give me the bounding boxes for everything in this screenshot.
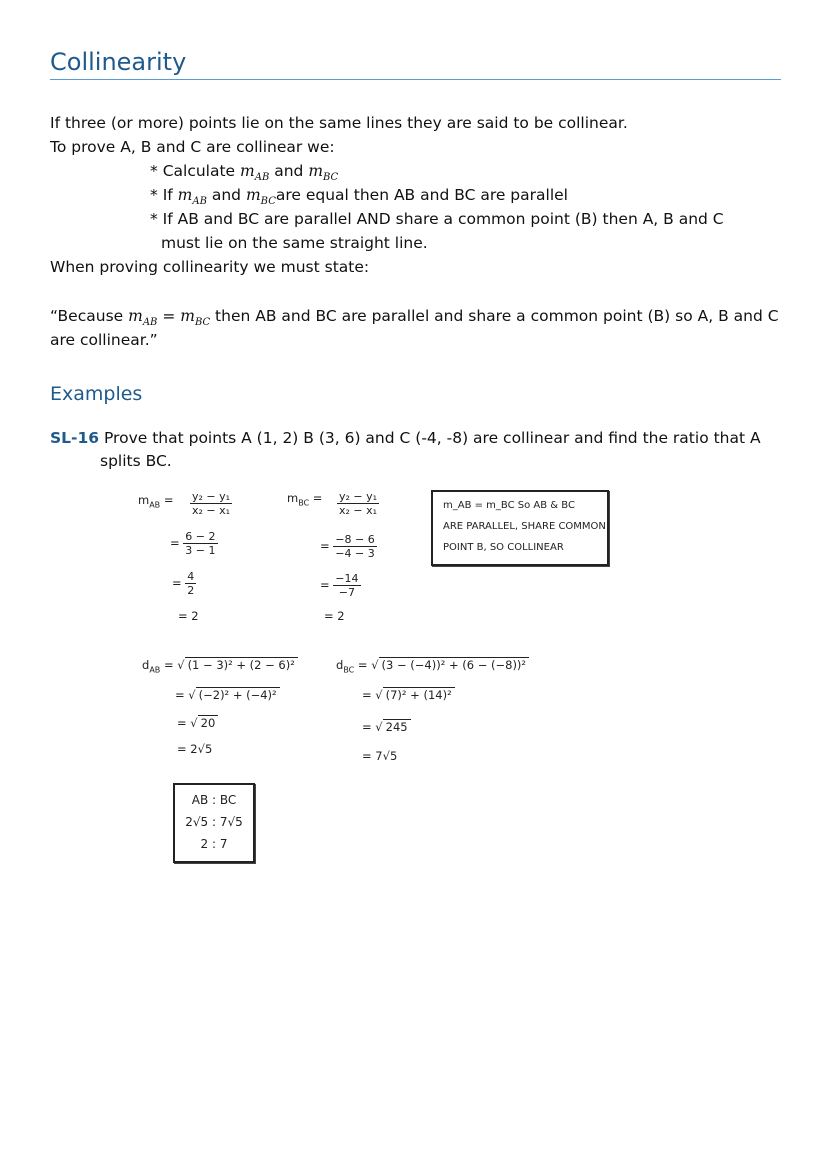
mbc-label: $m_{BC}$ = <box>287 491 323 508</box>
question-line-2: splits BC. <box>100 452 172 470</box>
bullet-text: and <box>206 186 246 204</box>
dbc-step-2: = √ (7)² + (14)² <box>362 688 455 702</box>
examples-heading: Examples <box>50 383 143 405</box>
math-m: $m_{AB}$ <box>240 162 270 184</box>
quote-line-1: “Because $m_{AB} = m_{BC}$ then AB and BC are parallel and share a common point (B) so A, B and C <box>50 307 779 329</box>
question-code: SL-16 <box>50 429 100 447</box>
dbc-label: $d_{BC}$ = √ (3 − (−4))² + (6 − (−8))² <box>336 658 529 674</box>
mbc-result: = 2 <box>324 609 345 623</box>
ratio-line: 2√5 : 7√5 <box>185 815 243 829</box>
mbc-step-2: = $\frac{-8 - 6}{-4 - 3}$ <box>320 533 375 560</box>
intro-line-3: When proving collinearity we must state: <box>50 258 370 276</box>
bullet-text: and <box>269 162 309 180</box>
intro-line-1: If three (or more) points lie on the same lines they are said to be collinear. <box>50 114 628 132</box>
conclusion-line: POINT B, SO COLLINEAR <box>443 542 564 553</box>
bullet-1 <box>150 162 338 183</box>
bullet-3-line-2: must lie on the same straight line. <box>161 234 428 252</box>
bullet-3-line-1: * If AB and BC are parallel AND share a common point (B) then A, B and C <box>150 210 724 228</box>
conclusion-line: m_AB = m_BC So AB & BC <box>443 500 575 511</box>
mab-step-3: = $\frac{4}{2}$ <box>172 570 195 597</box>
ratio-line: AB : BC <box>191 793 237 807</box>
mbc-step-1: $\frac{\text{y₂ − y₁}}{\text{x₂ − x₁}}$ <box>339 490 378 517</box>
mab-step-1: $\frac{\text{y₂ − y₁}}{\text{x₂ − x₁}}$ <box>192 490 231 517</box>
math-m: $m_{AB}$ <box>177 186 207 208</box>
dab-label: $d_{AB}$ = √ (1 − 3)² + (2 − 6)² <box>142 658 298 674</box>
quote-line-2: are collinear.” <box>50 331 158 349</box>
mab-result: = 2 <box>178 609 199 623</box>
bullet-2 <box>150 186 568 207</box>
conclusion-box <box>431 490 609 566</box>
dab-step-3: = √ 20 <box>177 716 218 730</box>
mab-step-2: = $\frac{6 - 2}{3 - 1}$ <box>170 530 216 557</box>
bullet-star: * <box>150 186 158 204</box>
dbc-step-3: = √ 245 <box>362 720 411 734</box>
mbc-step-3: = $\frac{-14}{-7}$ <box>320 572 359 599</box>
bullet-text: If <box>162 186 178 204</box>
dab-step-2: = √ (−2)² + (−4)² <box>175 688 280 702</box>
mab-label: $m_{AB}$ = <box>138 493 174 510</box>
bullet-text: are equal then AB and BC are parallel <box>275 186 568 204</box>
math-m: $m_{BC}$ <box>308 162 339 184</box>
dbc-result: = 7√5 <box>362 749 398 763</box>
ratio-box <box>173 783 255 863</box>
ratio-line: 2 : 7 <box>200 837 228 851</box>
bullet-star: * <box>150 162 158 180</box>
page-title: Collinearity <box>50 48 187 76</box>
dab-result: = 2√5 <box>177 742 213 756</box>
math-m: $m_{BC}$ <box>245 186 276 208</box>
question-text: Prove that points A (1, 2) B (3, 6) and C (-4, -8) are collinear and find the ratio that A <box>103 429 761 447</box>
conclusion-line: ARE PARALLEL, SHARE COMMON <box>443 521 606 532</box>
bullet-text: Calculate <box>162 162 241 180</box>
intro-line-2: To prove A, B and C are collinear we: <box>50 138 335 156</box>
question-line-1 <box>50 429 761 447</box>
title-underline <box>50 79 781 80</box>
